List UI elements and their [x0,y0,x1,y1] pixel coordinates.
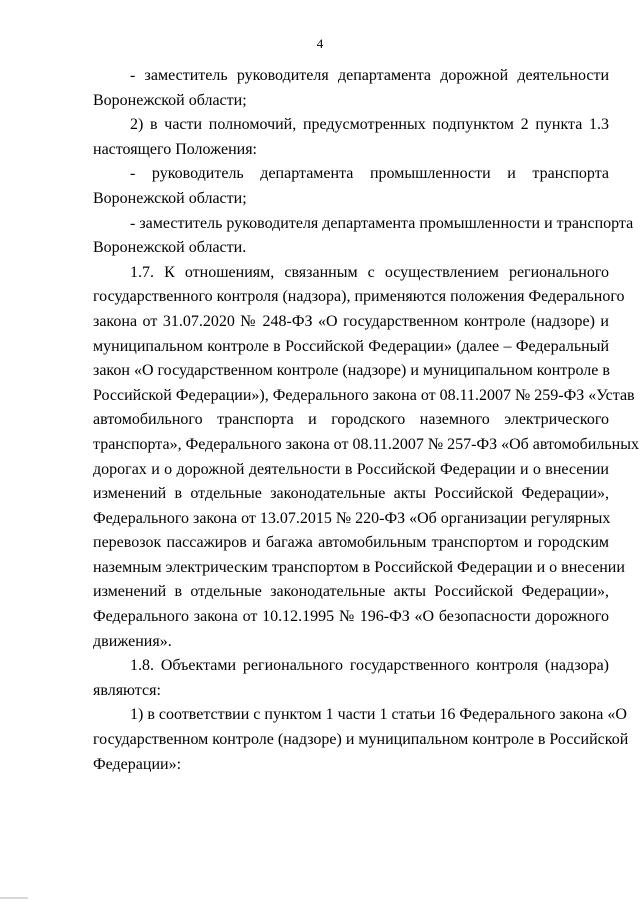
text-line: закон «О государственном контроле (надзоре) и муниципальном контроле в [93,362,610,380]
text-line: Воронежской области; [93,91,247,109]
document-body [93,64,639,777]
text-line: Федерального закона от 10.12.1995 № 196-ФЗ «О безопасности дорожного [93,608,609,626]
text-line: автомобильного транспорта и городского наземного электрического [93,411,609,429]
text-line: движения». [93,632,172,650]
text-line: наземным электрическим транспортом в Российской Федерации и о внесении [93,558,625,576]
text-line: закона от 31.07.2020 № 248-ФЗ «О государственном контроле (надзоре) и [93,312,609,330]
text-line: изменений в отдельные законодательные акты Российской Федерации», [93,583,609,601]
text-line: изменений в отдельные законодательные акты Российской Федерации», [93,485,609,503]
paragraph [93,654,609,703]
text-line: Воронежской области. [93,239,247,257]
paragraph [93,113,609,162]
paragraph [93,261,639,655]
text-line: 1.8. Объектами регионального государственного контроля (надзора) [130,657,609,675]
text-line: 1) в соответствии с пунктом 1 части 1 статьи 16 Федерального закона «О [130,706,627,724]
text-line: 1.7. К отношениям, связанным с осуществлением регионального [130,263,609,281]
paragraph [93,212,634,261]
text-line: - заместитель руководителя департамента промышленности и транспорта [130,214,634,232]
text-line: государственном контроле (надзоре) и муниципальном контроле в Российской [93,731,629,749]
paragraph [93,64,609,113]
text-line: - заместитель руководителя департамента дорожной деятельности [130,67,609,84]
text-line: Федерального закона от 13.07.2015 № 220-ФЗ «Об организации регулярных [93,509,611,527]
text-line: - руководитель департамента промышленности и транспорта [130,165,609,183]
paragraph [93,703,629,777]
text-line: Российской Федерации»), Федерального закона от 08.11.2007 № 259-ФЗ «Устав [93,386,635,404]
text-line: дорогах и о дорожной деятельности в Российской Федерации и о внесении [93,460,609,478]
text-line: муниципальном контроле в Российской Федерации» (далее – Федеральный [93,337,609,355]
text-line: Воронежской области; [93,189,247,207]
text-line: перевозок пассажиров и багажа автомобильным транспортом и городским [93,534,609,552]
text-line: 2) в части полномочий, предусмотренных подпунктом 2 пункта 1.3 [130,116,609,134]
page-number: 4 [316,36,324,51]
text-line: транспорта», Федерального закона от 08.11.2007 № 257-ФЗ «Об автомобильных [93,435,639,453]
scan-edge-mark [0,897,28,899]
text-line: Федерации»: [93,755,182,773]
text-line: являются: [93,681,161,699]
text-line: настоящего Положения: [93,140,257,158]
paragraph [93,162,609,211]
text-line: государственного контроля (надзора), применяются положения Федерального [93,288,625,306]
